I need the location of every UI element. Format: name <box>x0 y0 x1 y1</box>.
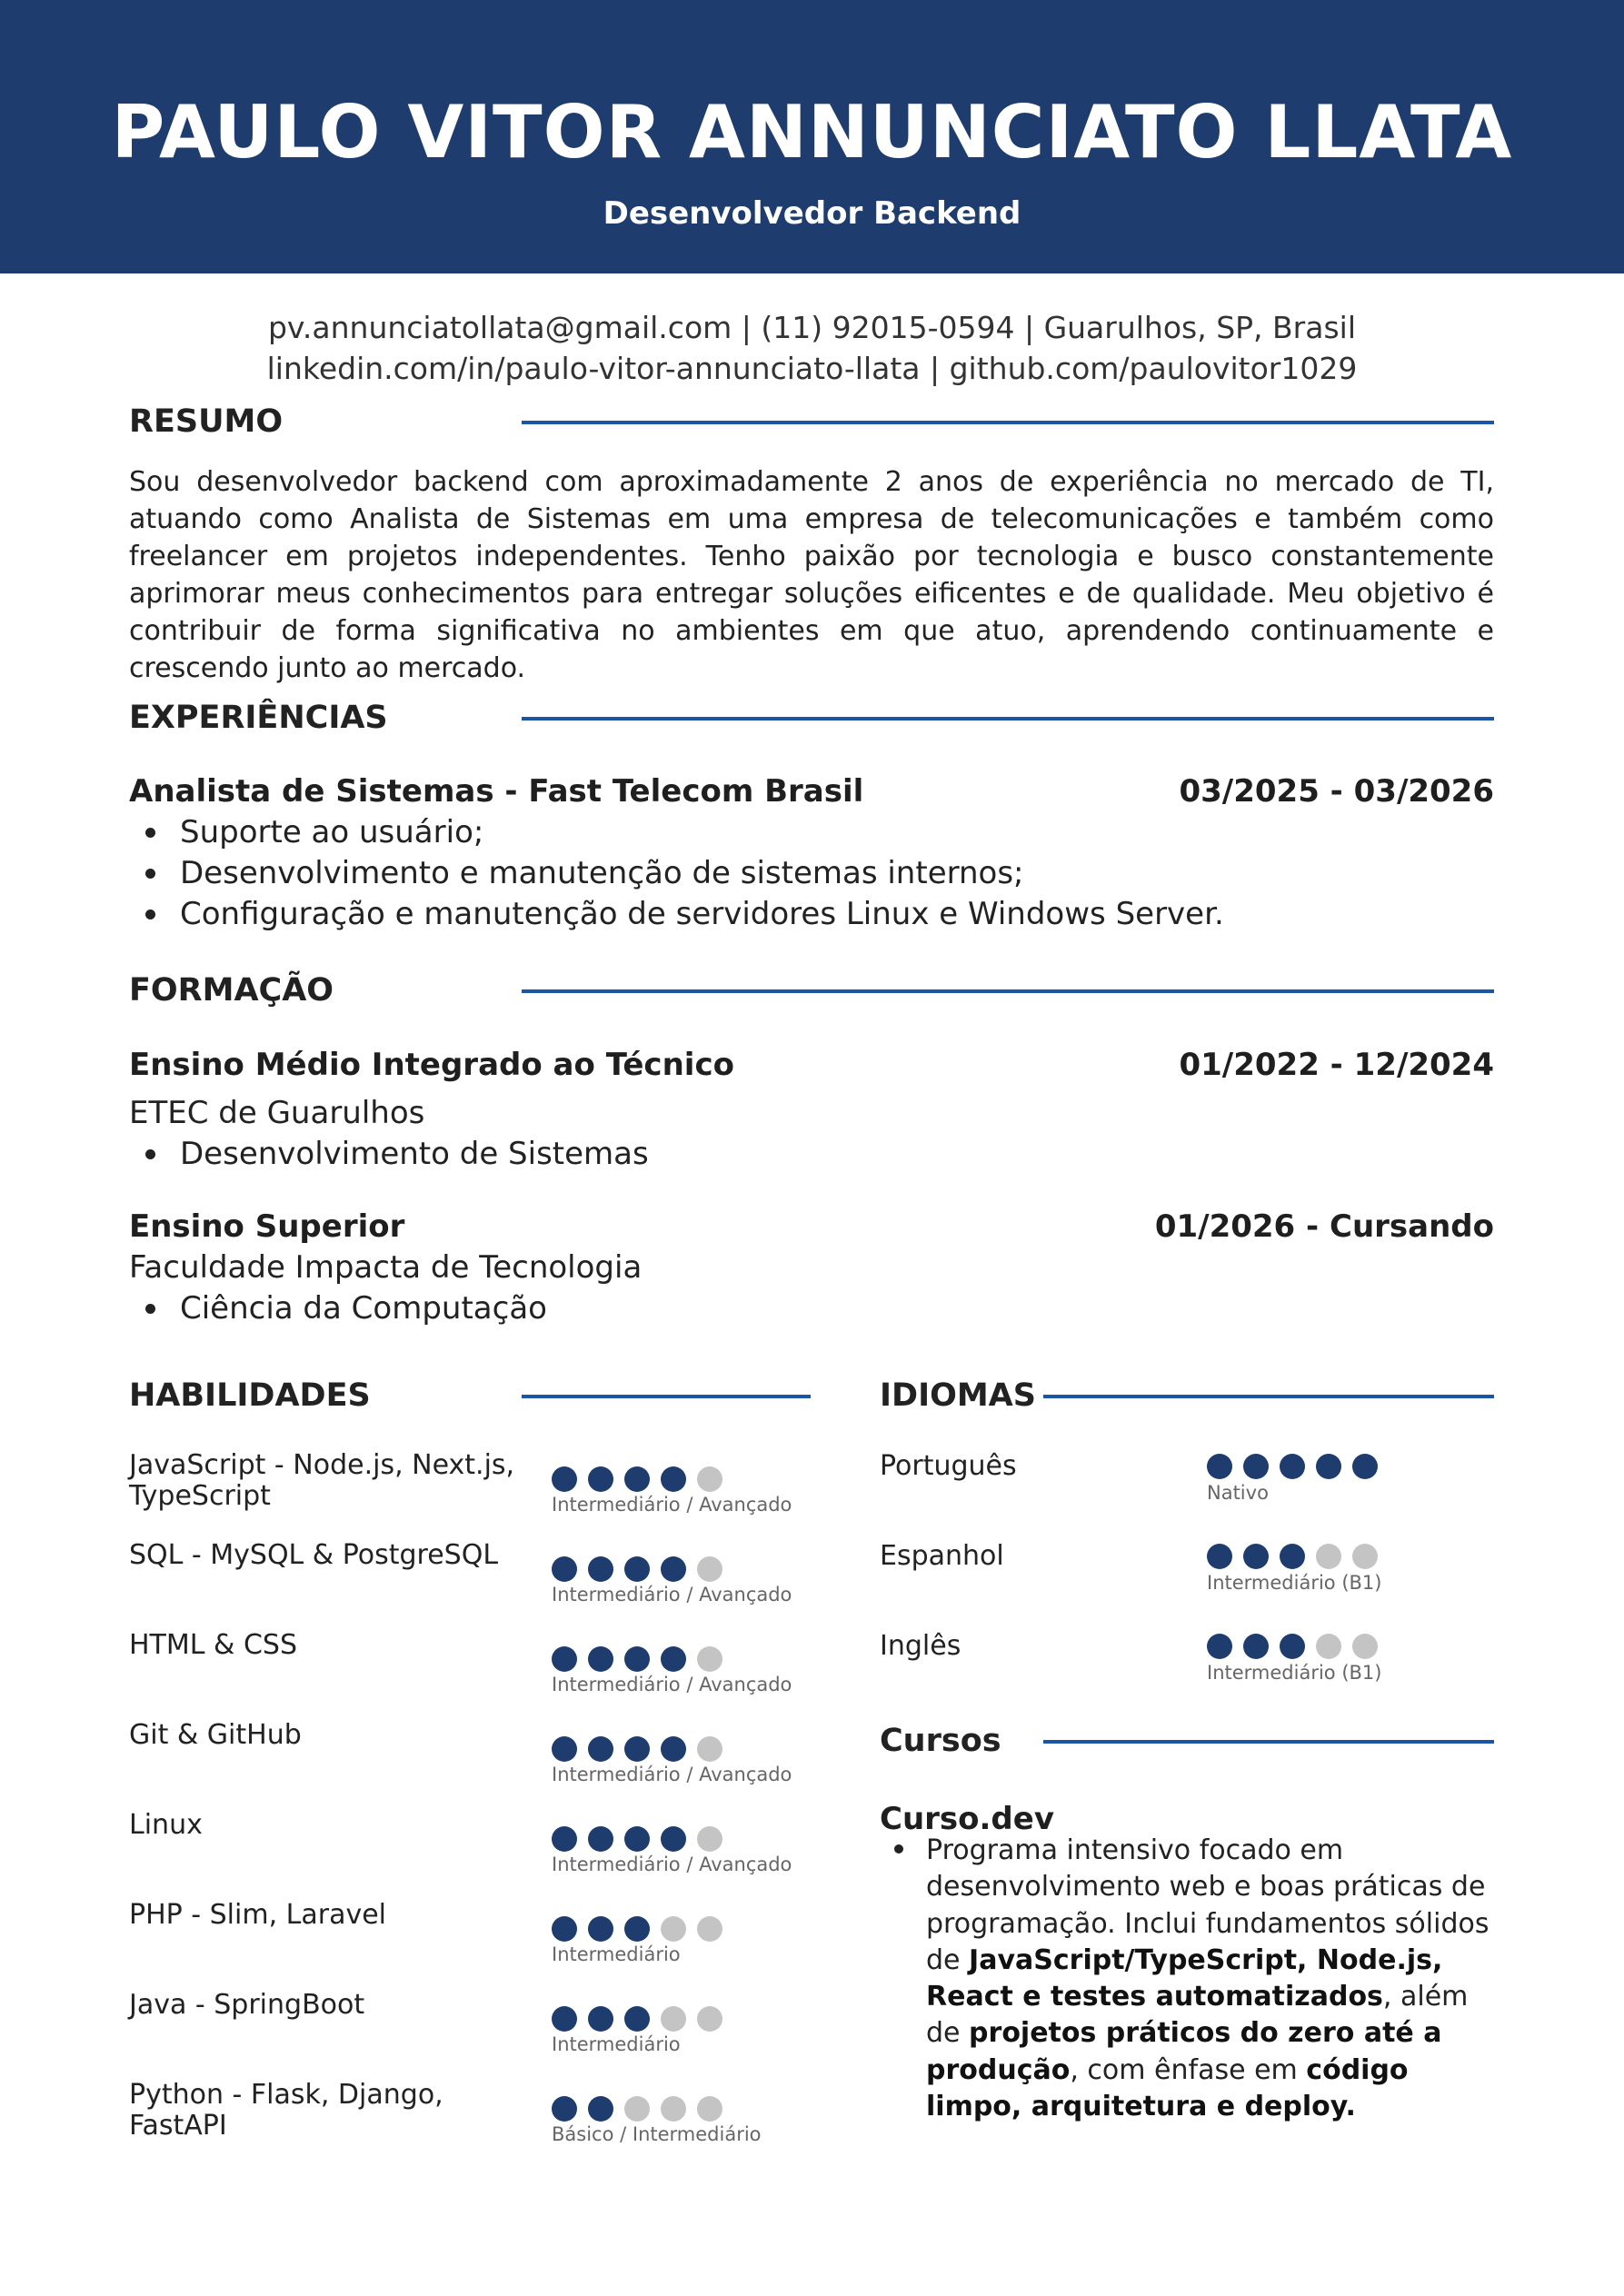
section-languages-header <box>880 1376 1494 1416</box>
bullet-icon <box>145 869 155 879</box>
experience-role: Analista de Sistemas - Fast Telecom Brasil <box>129 773 864 810</box>
list-item <box>129 853 1224 894</box>
education-bullets <box>129 1134 649 1175</box>
section-title: EXPERIÊNCIAS <box>129 700 388 736</box>
section-divider <box>1043 1740 1494 1744</box>
rating-dot-filled-icon <box>624 1556 650 1582</box>
rating-dot-empty-icon <box>697 1736 722 1762</box>
rating-dot-filled-icon <box>661 1556 686 1582</box>
list-item <box>129 1134 649 1175</box>
skill-level: Intermediário / Avançado <box>552 1584 792 1605</box>
rating-dot-filled-icon <box>1280 1454 1305 1479</box>
course-highlight: projetos práticos do zero até a produção <box>926 2017 1442 2086</box>
rating-dot-filled-icon <box>624 1916 650 1942</box>
rating-dot-filled-icon <box>624 1466 650 1492</box>
rating-dot-filled-icon <box>588 1826 613 1852</box>
course-highlight: JavaScript/TypeScript, Node.js, React e testes automatizados <box>926 1943 1443 2013</box>
rating-dot-empty-icon <box>1316 1544 1341 1569</box>
rating-dot-filled-icon <box>552 1556 577 1582</box>
experience-dates: 03/2025 - 03/2026 <box>1179 773 1494 810</box>
course-text-segment: , com ênfase em <box>1070 2053 1307 2086</box>
rating-dot-empty-icon <box>1352 1544 1378 1569</box>
language-level: Nativo <box>1207 1482 1269 1504</box>
course-text-segment: , além de <box>926 1981 1469 2050</box>
rating-dot-filled-icon <box>588 2096 613 2122</box>
rating-dot-filled-icon <box>552 1466 577 1492</box>
rating-dot-filled-icon <box>1243 1454 1269 1479</box>
rating-dot-empty-icon <box>1352 1634 1378 1659</box>
list-item <box>129 894 1224 935</box>
skill-name: Python - Flask, Django, FastAPI <box>129 2079 443 2142</box>
list-item <box>129 812 1224 853</box>
skill-name: Linux <box>129 1809 203 1841</box>
rating-dot-empty-icon <box>661 2006 686 2032</box>
skill-name: PHP - Slim, Laravel <box>129 1899 387 1931</box>
section-title: IDIOMAS <box>880 1377 1036 1414</box>
rating-dot-filled-icon <box>661 1466 686 1492</box>
bullet-icon <box>894 1844 903 1854</box>
rating-dot-empty-icon <box>697 2096 722 2122</box>
rating-dot-filled-icon <box>588 1916 613 1942</box>
language-level: Intermediário (B1) <box>1207 1572 1382 1594</box>
skill-level: Intermediário / Avançado <box>552 1854 792 1875</box>
rating-dot-filled-icon <box>1207 1544 1232 1569</box>
skill-name: SQL - MySQL & PostgreSQL <box>129 1539 499 1571</box>
bullet-icon <box>145 1304 155 1314</box>
course-highlight: código limpo, arquitetura e deploy. <box>926 2053 1409 2123</box>
language-name: Espanhol <box>880 1540 1004 1572</box>
rating-dot-empty-icon <box>697 1556 722 1582</box>
course-description <box>926 1833 1489 2125</box>
education-school: ETEC de Guarulhos <box>129 1095 425 1131</box>
section-title: RESUMO <box>129 403 284 440</box>
rating-dot-empty-icon <box>697 1466 722 1492</box>
rating-dot-filled-icon <box>1316 1454 1341 1479</box>
rating-dot-filled-icon <box>552 1646 577 1672</box>
bullet-text: Ciência da Computação <box>180 1290 547 1327</box>
section-title: FORMAÇÃO <box>129 972 334 1009</box>
rating-dot-empty-icon <box>1316 1634 1341 1659</box>
section-divider <box>1043 1395 1494 1398</box>
rating-dot-filled-icon <box>588 1646 613 1672</box>
rating-dot-filled-icon <box>624 1646 650 1672</box>
bullet-text: Desenvolvimento e manutenção de sistemas internos; <box>180 855 1024 891</box>
rating-dot-filled-icon <box>1207 1454 1232 1479</box>
section-divider <box>522 717 1494 721</box>
rating-dot-filled-icon <box>552 2006 577 2032</box>
rating-dot-filled-icon <box>1243 1544 1269 1569</box>
education-degree: Ensino Médio Integrado ao Técnico <box>129 1047 734 1083</box>
course-text-segment: Programa intensivo focado em desenvolvimento web e boas práticas de programação. Inclui fundamentos sólidos de <box>926 1834 1489 1976</box>
education-dates: 01/2022 - 12/2024 <box>1179 1047 1494 1083</box>
education-school: Faculdade Impacta de Tecnologia <box>129 1249 643 1286</box>
rating-dot-empty-icon <box>697 1646 722 1672</box>
rating-dot-filled-icon <box>1243 1634 1269 1659</box>
rating-dot-empty-icon <box>661 1916 686 1942</box>
section-courses-header <box>880 1721 1494 1761</box>
section-experience-header <box>129 698 1494 738</box>
rating-dot-filled-icon <box>661 1826 686 1852</box>
section-skills-header <box>129 1376 811 1416</box>
section-title: HABILIDADES <box>129 1377 371 1414</box>
rating-dot-filled-icon <box>624 1736 650 1762</box>
section-education-header <box>129 970 1494 1010</box>
skill-name: Git & GitHub <box>129 1719 302 1751</box>
rating-dot-filled-icon <box>588 1556 613 1582</box>
rating-dot-filled-icon <box>661 1736 686 1762</box>
education-bullets <box>129 1288 547 1329</box>
rating-dot-filled-icon <box>1207 1634 1232 1659</box>
skill-level: Intermediário / Avançado <box>552 1674 792 1695</box>
section-summary-header <box>129 402 1494 442</box>
rating-dot-filled-icon <box>1280 1544 1305 1569</box>
skill-level: Intermediário / Avançado <box>552 1494 792 1516</box>
bullet-icon <box>145 1149 155 1159</box>
section-title: Cursos <box>880 1723 1001 1759</box>
course-name: Curso.dev <box>880 1801 1054 1837</box>
bullet-text: Suporte ao usuário; <box>180 814 484 850</box>
experience-bullets <box>129 812 1224 935</box>
skill-level: Intermediário / Avançado <box>552 1764 792 1785</box>
job-title: Desenvolvedor Backend <box>603 195 1021 232</box>
language-name: Português <box>880 1450 1017 1482</box>
bullet-icon <box>145 828 155 838</box>
skill-name: HTML & CSS <box>129 1629 297 1661</box>
language-name: Inglês <box>880 1630 961 1662</box>
rating-dot-filled-icon <box>588 1466 613 1492</box>
skill-level: Intermediário <box>552 2033 681 2055</box>
education-dates: 01/2026 - Cursando <box>1154 1208 1494 1245</box>
section-divider <box>522 1395 811 1398</box>
bullet-text: Configuração e manutenção de servidores Linux e Windows Server. <box>180 896 1224 932</box>
rating-dot-filled-icon <box>1280 1634 1305 1659</box>
bullet-text: Desenvolvimento de Sistemas <box>180 1136 649 1172</box>
rating-dot-filled-icon <box>552 2096 577 2122</box>
skill-name: Java - SpringBoot <box>129 1989 365 2021</box>
education-degree: Ensino Superior <box>129 1208 405 1245</box>
summary-text: Sou desenvolvedor backend com aproximadamente 2 anos de experiência no mercado de TI, atuando como Analista de Sistemas em uma empresa de telecomunicações e também como freelancer em projetos independentes. Tenho paixão por tecnologia e busco constantemente aprimorar meus conhecimentos para entregar soluções eificentes e de qualidade. Meu objetivo é contribuir de forma significativa no ambientes em que atuo, aprendendo continuamente e crescendo junto ao mercado. <box>129 466 1494 684</box>
contact-line-1: pv.annunciatollata@gmail.com | (11) 92015-0594 | Guarulhos, SP, Brasil <box>267 310 1356 345</box>
rating-dot-filled-icon <box>552 1736 577 1762</box>
rating-dot-filled-icon <box>588 1736 613 1762</box>
rating-dot-filled-icon <box>661 1646 686 1672</box>
rating-dot-empty-icon <box>697 2006 722 2032</box>
skill-name: JavaScript - Node.js, Next.js, TypeScript <box>129 1449 515 1512</box>
contact-line-2: linkedin.com/in/paulo-vitor-annunciato-llata | github.com/paulovitor1029 <box>266 351 1358 386</box>
list-item <box>129 1288 547 1329</box>
rating-dot-filled-icon <box>624 1826 650 1852</box>
rating-dot-empty-icon <box>624 2096 650 2122</box>
header-banner <box>0 0 1624 273</box>
bullet-icon <box>145 909 155 919</box>
skill-level: Intermediário <box>552 1943 681 1965</box>
rating-dot-filled-icon <box>1352 1454 1378 1479</box>
skill-level: Básico / Intermediário <box>552 2123 762 2145</box>
language-level: Intermediário (B1) <box>1207 1662 1382 1684</box>
section-divider <box>522 421 1494 424</box>
rating-dot-empty-icon <box>697 1916 722 1942</box>
rating-dot-empty-icon <box>661 2096 686 2122</box>
candidate-name: PAULO VITOR ANNUNCIATO LLATA <box>111 90 1513 174</box>
rating-dot-filled-icon <box>624 2006 650 2032</box>
section-divider <box>522 989 1494 993</box>
rating-dot-filled-icon <box>552 1916 577 1942</box>
rating-dot-filled-icon <box>588 2006 613 2032</box>
rating-dot-filled-icon <box>552 1826 577 1852</box>
rating-dot-empty-icon <box>697 1826 722 1852</box>
